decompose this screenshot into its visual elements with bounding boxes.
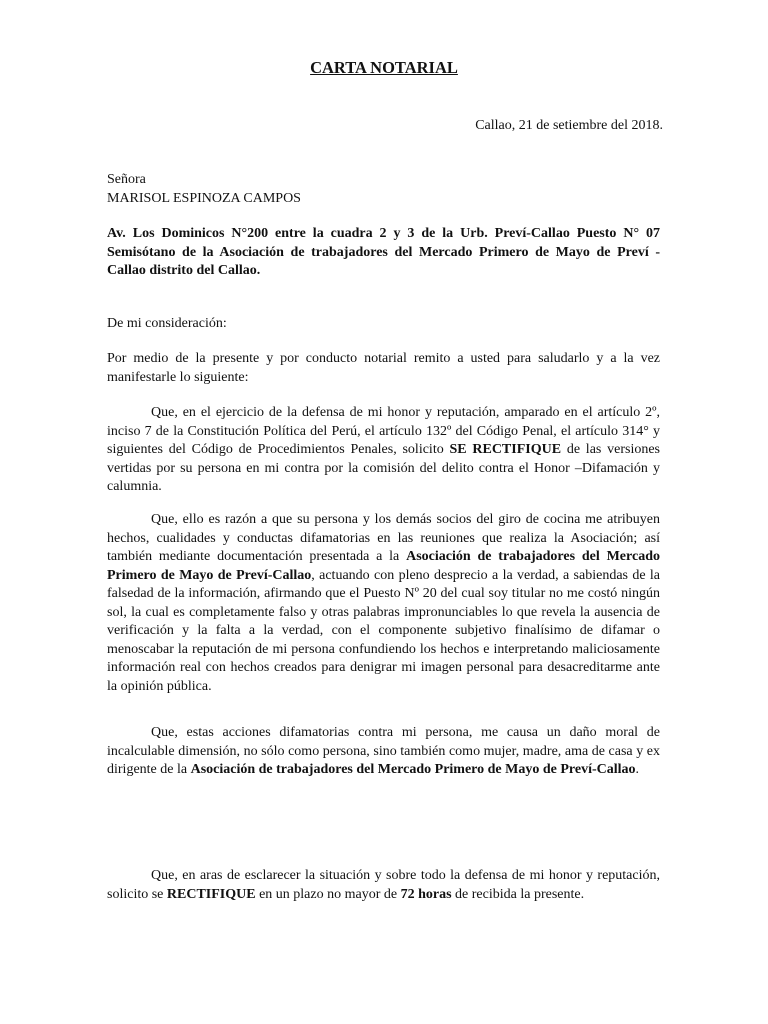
p4-text-bold-2: 72 horas — [400, 886, 452, 902]
p1-text-a: Que, en el ejercicio de la defensa de mi honor y reputación, amparado en el artículo 2º, inciso 7 de la Constitución Política del Perú, el artículo 132º del Código Penal, el artículo 314° y siguientes del Código de Procedimientos Penales, solicito — [107, 405, 660, 457]
paragraph-1 — [107, 404, 660, 497]
p2-text-a: Que, ello es razón a que su persona y los demás socios del giro de cocina me atribuyen hechos, cualidades y conductas difamatorias en las reuniones que realiza la Asociación; así también mediante documentación presentada a la — [107, 512, 660, 564]
p2-text-bold: Asociación de trabajadores del Mercado Primero de Mayo de Preví-Callao — [107, 549, 660, 583]
p2-text-c: , actuando con pleno desprecio a la verdad, a sabiendas de la falsedad de la información, afirmando que el Puesto Nº 20 del cual soy titular no me costó ningún sol, la cual es completamente falso y otras palabras impronunciables lo que revela la ausencia de verificación y la falta a la verdad, con el componente subjetivo finalísimo de difamar o menoscabar la reputación de mi persona confundiendo los hechos e interpretando maliciosamente información real con hechos creados para denigrar mi imagen personal para desacreditarme ante la opinión pública. — [107, 567, 660, 694]
paragraph-4 — [107, 867, 660, 904]
recipient-salutation: Señora — [107, 172, 146, 187]
p4-text-e: de recibida la presente. — [451, 886, 585, 902]
p3-text-a: Que, estas acciones difamatorias contra mi persona, me causa un daño moral de incalculable dimensión, no sólo como persona, sino también como mujer, madre, ama de casa y ex dirigente de la — [107, 725, 660, 777]
greeting: De mi consideración: — [107, 316, 227, 331]
p4-text-a: Que, en aras de esclarecer la situación y sobre todo la defensa de mi honor y reputación, solicito se — [107, 868, 660, 902]
p3-text-c: . — [635, 762, 640, 777]
paragraph-2 — [107, 511, 660, 696]
p4-text-bold-1: RECTIFIQUE — [166, 886, 256, 902]
letter-date: Callao, 21 de setiembre del 2018. — [475, 118, 663, 133]
p1-text-bold: SE RECTIFIQUE — [449, 442, 562, 457]
p1-text-c: de las versiones vertidas por su persona en mi contra por la comisión del delito contra el Honor –Difamación y calumnia. — [107, 442, 660, 494]
recipient-name: MARISOL ESPINOZA CAMPOS — [107, 191, 301, 206]
paragraph-3 — [107, 724, 660, 780]
p3-text-bold: Asociación de trabajadores del Mercado Primero de Mayo de Preví-Callao — [190, 762, 636, 777]
intro-paragraph: Por medio de la presente y por conducto notarial remito a usted para saludarlo y a la vez manifestarle lo siguiente: — [107, 351, 660, 385]
p4-text-c: en un plazo no mayor de — [255, 886, 401, 902]
document-title: CARTA NOTARIAL — [310, 58, 458, 77]
recipient-address: Av. Los Dominicos N°200 entre la cuadra 2 y 3 de la Urb. Preví-Callao Puesto N° 07 Semisótano de la Asociación de trabajadores del Mercado Primero de Mayo de Preví - Callao distrito del Callao. — [107, 226, 660, 278]
